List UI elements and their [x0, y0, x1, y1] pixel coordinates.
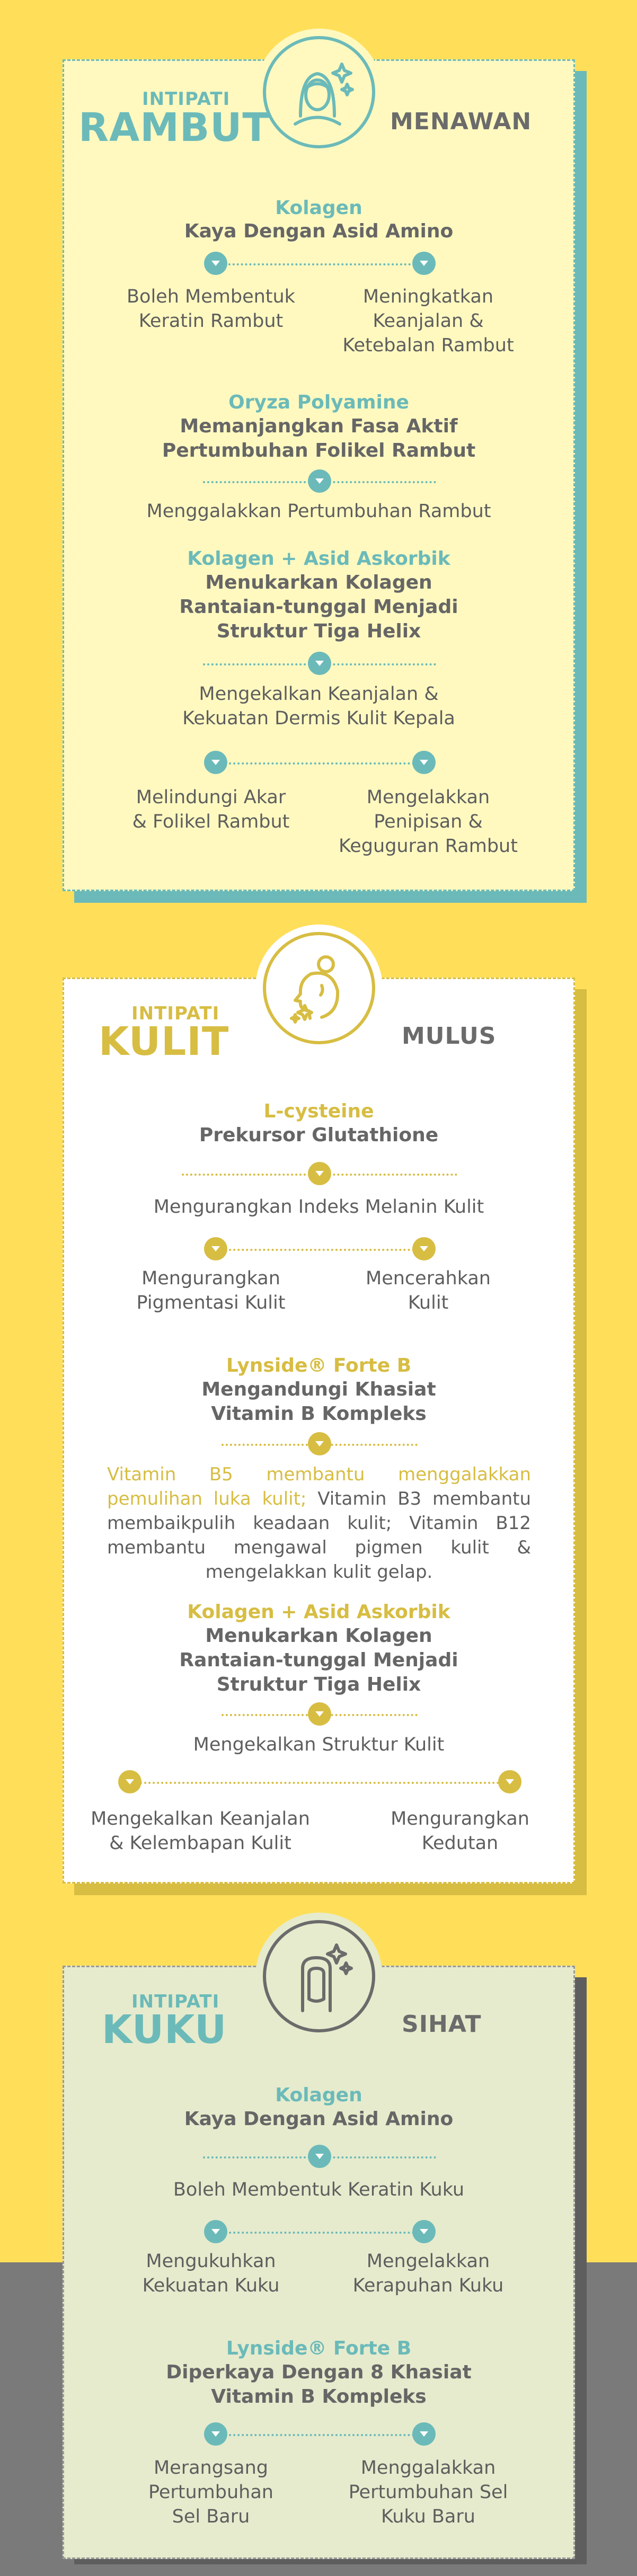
kuku-header-small: INTIPATI	[131, 1991, 220, 2012]
kulit-card	[63, 978, 575, 1884]
chevron-down-icon	[204, 2422, 227, 2446]
chevron-down-icon	[498, 1770, 521, 1793]
rambut-s3-sub	[63, 571, 575, 644]
kulit-s1-center: Mengurangkan Indeks Melanin Kulit	[153, 1196, 484, 1218]
woman-face-sparkle-icon	[279, 948, 359, 1028]
rambut-s3-title: Kolagen + Asid Askorbik	[187, 548, 450, 570]
text-value: Menukarkan Kolagen Rantaian-tunggal Menjadi Struktur Tiga Helix	[179, 572, 458, 642]
text-value: Merangsang Pertumbuhan Sel Baru	[148, 2457, 273, 2527]
kulit-s2-sub	[63, 1378, 575, 1426]
chevron-down-icon	[412, 2422, 436, 2446]
rambut-s3-center	[63, 682, 575, 731]
connector-line	[131, 1782, 508, 1784]
text-value: Melindungi Akar & Folikel Rambut	[132, 787, 290, 832]
connector-line	[216, 2232, 423, 2234]
connector-line	[224, 263, 415, 265]
rambut-header-side: MENAWAN	[390, 108, 532, 135]
chevron-down-icon	[308, 2145, 331, 2168]
kulit-s3-title: Kolagen + Asid Askorbik	[187, 1601, 450, 1623]
kuku-s2-left	[110, 2456, 312, 2529]
chevron-down-icon	[204, 1237, 227, 1260]
text-value: Mencerahkan Kulit	[366, 1268, 491, 1313]
text-value: Mengekalkan Keanjalan & Kekuatan Dermis Kulit Kepala	[182, 683, 455, 729]
kuku-header-big: KUKU	[102, 2007, 227, 2053]
connector-line	[216, 2434, 423, 2436]
kuku-s1-center: Boleh Membentuk Keratin Kuku	[173, 2179, 465, 2200]
rambut-s3-left	[110, 785, 312, 834]
text-value: Boleh Membentuk Keratin Rambut	[127, 286, 295, 332]
text-value: Diperkaya Dengan 8 Khasiat Vitamin B Kompleks	[166, 2361, 472, 2408]
text-value: Meningkatkan Keanjalan & Ketebalan Rambut	[342, 286, 514, 356]
kulit-s3-left	[84, 1807, 317, 1855]
rambut-medal	[255, 29, 383, 156]
chevron-down-icon	[204, 252, 227, 275]
chevron-down-icon	[412, 252, 436, 275]
chevron-down-icon	[412, 751, 436, 774]
kulit-s3-sub	[63, 1624, 575, 1697]
woman-sparkle-icon	[279, 52, 359, 132]
kuku-s2-title: Lynside® Forte B	[226, 2338, 412, 2359]
kulit-s2-paragraph	[107, 1462, 531, 1584]
rambut-header-small: INTIPATI	[142, 88, 231, 110]
text-value: Menggalakkan Pertumbuhan Sel Kuku Baru	[348, 2457, 508, 2527]
text-value: Mengurangkan Kedutan	[391, 1808, 529, 1854]
text-value: Menukarkan Kolagen Rantaian-tunggal Menjadi Struktur Tiga Helix	[179, 1625, 458, 1695]
kuku-s1-right	[328, 2249, 529, 2298]
chevron-down-icon	[308, 652, 331, 675]
rambut-header-big: RAMBUT	[78, 105, 270, 150]
chevron-down-icon	[118, 1770, 141, 1793]
kulit-header-big: KULIT	[99, 1019, 229, 1064]
kulit-s1-left	[110, 1266, 312, 1315]
connector-line	[216, 1249, 423, 1251]
chevron-down-icon	[308, 1432, 331, 1455]
kuku-s1-title: Kolagen	[275, 2084, 362, 2106]
text-value: Mengurangkan Pigmentasi Kulit	[136, 1268, 286, 1313]
kulit-s3-right	[359, 1807, 561, 1855]
rambut-s1-left	[110, 285, 312, 333]
rambut-s3-right	[328, 785, 529, 858]
rambut-s1-sub: Kaya Dengan Asid Amino	[184, 220, 454, 242]
rambut-s2-title: Oryza Polyamine	[228, 392, 409, 413]
kulit-s3-center: Mengekalkan Struktur Kulit	[193, 1734, 445, 1755]
text-value: Mengandungi Khasiat Vitamin B Kompleks	[201, 1379, 436, 1425]
rambut-card	[63, 59, 575, 891]
kulit-s1-title: L-cysteine	[263, 1100, 374, 1122]
chevron-down-icon	[412, 1237, 436, 1260]
kuku-medal	[255, 1913, 383, 2040]
chevron-down-icon	[308, 469, 331, 493]
rambut-s2-center: Menggalakkan Pertumbuhan Rambut	[146, 501, 491, 522]
rambut-s1-title: Kolagen	[275, 197, 362, 219]
kuku-s2-right	[328, 2456, 529, 2529]
para-highlight: Vitamin B5 membantu menggalakkan pemulihan luka kulit;	[107, 1464, 531, 1509]
text-value: Mengelakkan Kerapuhan Kuku	[352, 2251, 504, 2296]
rambut-s1-right	[328, 285, 529, 358]
kuku-card	[63, 1966, 575, 2559]
nail-sparkle-icon	[279, 1937, 359, 2016]
kuku-s2-sub	[63, 2360, 575, 2409]
kulit-s1-right	[328, 1266, 529, 1315]
kuku-header-side: SIHAT	[402, 2011, 482, 2038]
kulit-header-side: MULUS	[402, 1023, 497, 1050]
text-value: Mengukuhkan Kekuatan Kuku	[142, 2251, 280, 2296]
para-rest: Vitamin B3 membantu membaikpulih keadaan kulit; Vitamin B12 membantu mengawal pigmen kulit & mengelakkan kulit gelap.	[107, 1488, 531, 1583]
chevron-down-icon	[308, 1162, 331, 1185]
chevron-down-icon	[204, 751, 227, 774]
connector-line	[216, 762, 423, 765]
text-value: Mengelakkan Penipisan & Keguguran Rambut	[339, 787, 518, 857]
kuku-s1-left	[110, 2249, 312, 2298]
text-value: Mengekalkan Keanjalan & Kelembapan Kulit	[91, 1808, 310, 1854]
chevron-down-icon	[308, 1702, 331, 1726]
kulit-s1-sub: Prekursor Glutathione	[199, 1124, 439, 1146]
text-value: Memanjangkan Fasa Aktif Pertumbuhan Folikel Rambut	[162, 415, 476, 461]
kulit-medal	[255, 925, 383, 1052]
rambut-s2-sub	[63, 414, 575, 463]
kulit-header-small: INTIPATI	[131, 1003, 220, 1024]
chevron-down-icon	[204, 2220, 227, 2243]
kuku-s1-sub: Kaya Dengan Asid Amino	[184, 2108, 454, 2130]
chevron-down-icon	[412, 2220, 436, 2243]
kulit-s2-title: Lynside® Forte B	[226, 1355, 412, 1376]
